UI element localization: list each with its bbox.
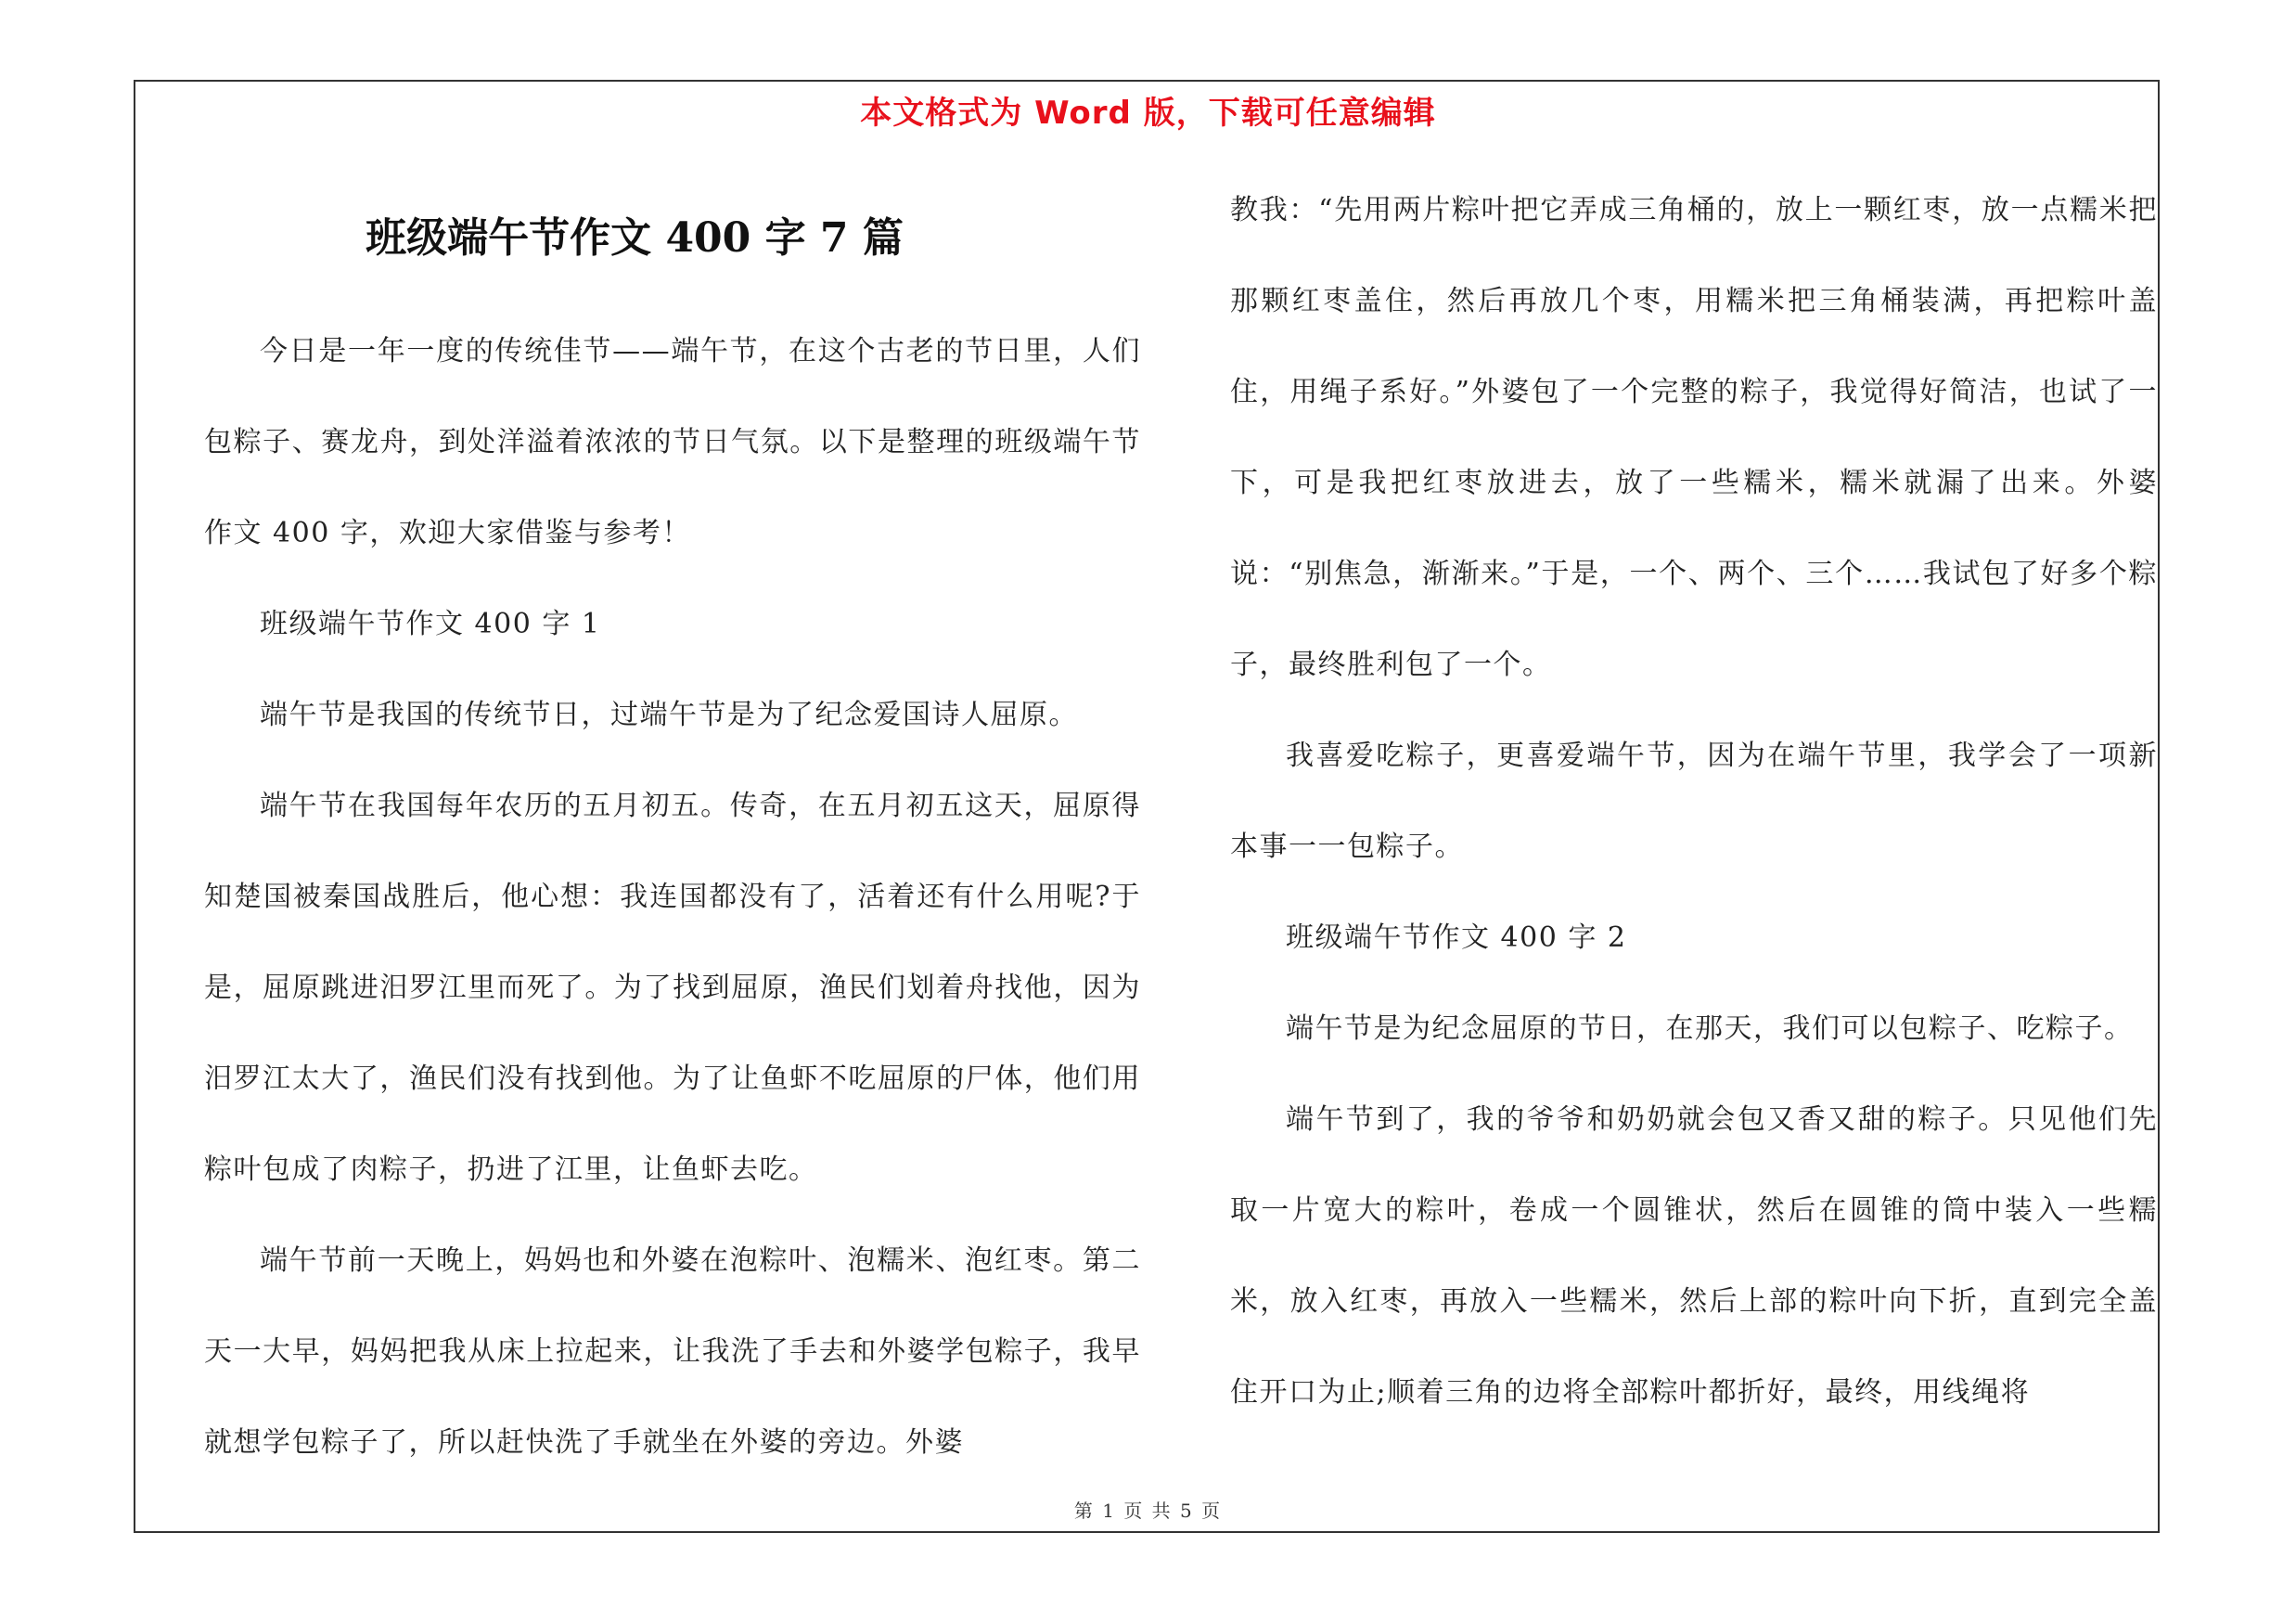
article-title: 班级端午节作文 400 字 7 篇 <box>366 214 904 262</box>
paragraph: 端午节是为纪念屈原的节日，在那天，我们可以包粽子、吃粽子。 <box>1286 1012 2134 1045</box>
page-number: 第 1 页 共 5 页 <box>1073 1500 1223 1522</box>
paragraph: 端午节到了，我的爷爷和奶奶就会包又香又甜的粽子。只见他们先取一片宽大的粽叶，卷成一个圆锥状，然后在圆锥的筒中装入一些糯米，放入红枣，再放入一些糯米，然后上部的粽叶向下折，直到完全盖住开口为止;顺着三角的边将全部粽叶都折好，最终，用线绳将 <box>1230 1103 2158 1409</box>
section-heading: 班级端午节作文 400 字 2 <box>1286 921 1627 954</box>
paragraph: 我喜爱吃粽子，更喜爱端午节，因为在端午节里，我学会了一项新本事一一包粽子。 <box>1230 740 2158 863</box>
right-column <box>1230 165 2158 1438</box>
paragraph: 端午节在我国每年农历的五月初五。传奇，在五月初五这天，屈原得知楚国被秦国战胜后，他心想：我连国都没有了，活着还有什么用呢?于是，屈原跳进汨罗江里而死了。为了找到屈原，渔民们划着舟找他，因为汨罗江太大了，渔民们没有找到他。为了让鱼虾不吃屈原的尸体，他们用粽叶包成了肉粽子，扔进了江里，让鱼虾去吃。 <box>204 790 1141 1186</box>
left-column <box>204 306 1141 1488</box>
format-banner: 本文格式为 Word 版，下载可任意编辑 <box>860 95 1436 132</box>
section-heading: 班级端午节作文 400 字 1 <box>260 608 601 640</box>
paragraph: 端午节前一天晚上，妈妈也和外婆在泡粽叶、泡糯米、泡红枣。第二天一大早，妈妈把我从床上拉起来，让我洗了手去和外婆学包粽子，我早就想学包粽子了，所以赶快洗了手就坐在外婆的旁边。外婆 <box>204 1244 1141 1459</box>
paragraph: 端午节是我国的传统节日，过端午节是为了纪念爱国诗人屈原。 <box>260 699 1078 731</box>
paragraph: 今日是一年一度的传统佳节——端午节，在这个古老的节日里，人们包粽子、赛龙舟，到处洋溢着浓浓的节日气氛。以下是整理的班级端午节作文 400 字，欢迎大家借鉴与参考！ <box>204 335 1141 549</box>
paragraph-continued: 教我：“先用两片粽叶把它弄成三角桶的，放上一颗红枣，放一点糯米把那颗红枣盖住，然后再放几个枣，用糯米把三角桶装满，再把粽叶盖住，用绳子系好。”外婆包了一个完整的粽子，我觉得好简洁，也试了一下，可是我把红枣放进去，放了一些糯米，糯米就漏了出来。外婆说：“别焦急，渐渐来。”于是，一个、两个、三个……我试包了好多个粽子，最终胜利包了一个。 <box>1230 194 2158 681</box>
